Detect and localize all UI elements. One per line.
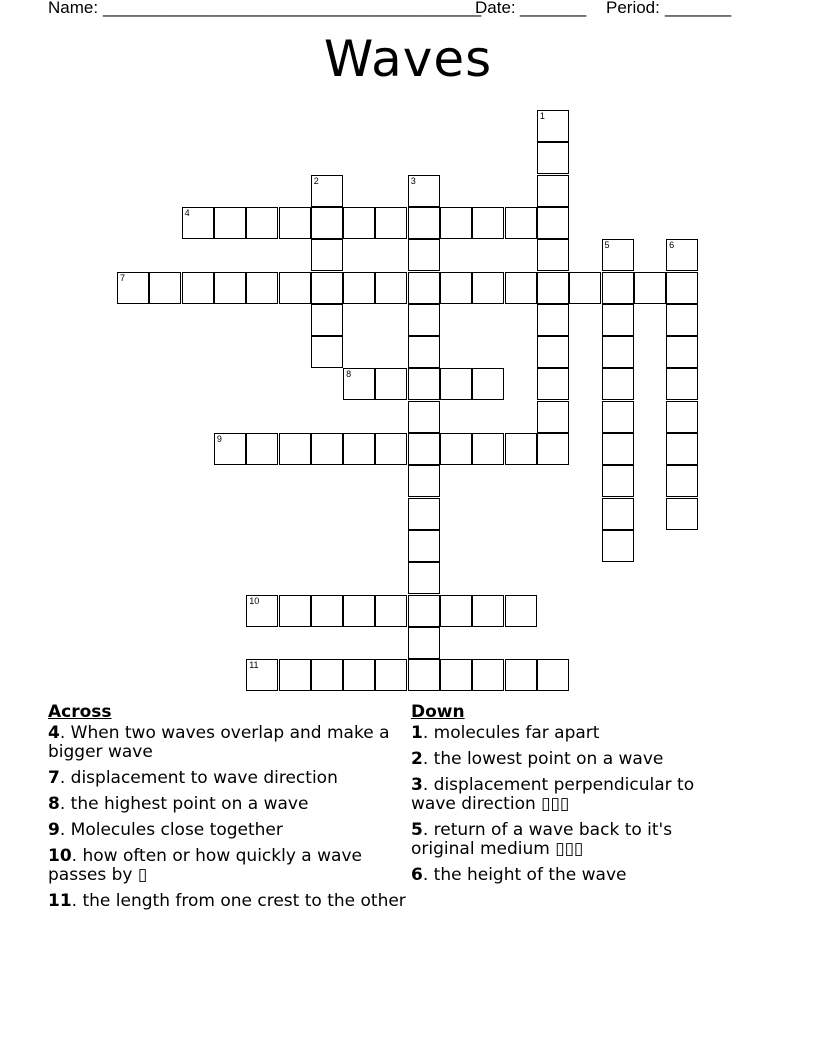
crossword-cell[interactable] [311, 239, 343, 271]
clue-down-1: 1. molecules far apart [411, 723, 600, 743]
date-line[interactable]: _______ [520, 0, 587, 17]
crossword-cell[interactable] [375, 433, 407, 465]
clue-number: 7 [48, 768, 60, 788]
page-title: Waves [323, 30, 493, 88]
crossword-cell[interactable] [311, 336, 343, 368]
clue-number: 5 [411, 820, 423, 840]
crossword-cell[interactable] [214, 433, 246, 465]
clue-down-2: 2. the lowest point on a wave [411, 749, 664, 769]
crossword-cell[interactable] [182, 272, 214, 304]
clue-text: the length from one crest to the other [82, 891, 406, 911]
clue-text: displacement to wave direction [70, 768, 338, 788]
clue-text: displacement perpendicular to wave direction ▯▯▯ [411, 775, 695, 814]
crossword-cell[interactable] [537, 272, 569, 304]
crossword-cell[interactable] [666, 272, 698, 304]
crossword-cell[interactable] [472, 595, 504, 627]
crossword-cell[interactable] [408, 433, 440, 465]
cell-number: 7 [120, 272, 126, 283]
crossword-cell[interactable] [666, 304, 698, 336]
crossword-cell[interactable] [537, 207, 569, 239]
clue-across-8: 8. the highest point on a wave [48, 794, 309, 814]
crossword-cell[interactable] [408, 175, 440, 207]
crossword-cell[interactable] [214, 207, 246, 239]
crossword-cell[interactable] [440, 659, 472, 691]
crossword-cell[interactable] [666, 498, 698, 530]
crossword-cell[interactable] [182, 207, 214, 239]
crossword-cell[interactable] [311, 304, 343, 336]
crossword-cell[interactable] [246, 595, 278, 627]
crossword-cell[interactable] [537, 304, 569, 336]
crossword-cell[interactable] [311, 659, 343, 691]
crossword-cell[interactable] [375, 272, 407, 304]
name-line[interactable]: ________________________________________ [103, 0, 482, 17]
cell-number: 4 [184, 207, 190, 218]
crossword-cell[interactable] [472, 659, 504, 691]
cell-number: 9 [216, 434, 222, 444]
cell-number: 2 [313, 175, 319, 186]
clue-text: how often or how quickly a wave passes by ▯ [48, 846, 362, 885]
crossword-cell[interactable] [375, 207, 407, 239]
clue-text: return of a wave back to it's original medium ▯▯▯ [411, 820, 673, 859]
crossword-cell[interactable] [602, 239, 634, 271]
crossword-cell[interactable] [666, 368, 698, 400]
crossword-cell[interactable] [279, 207, 311, 239]
crossword-cell[interactable] [246, 433, 278, 465]
crossword-cell[interactable] [343, 595, 375, 627]
crossword-cell[interactable] [537, 433, 569, 465]
crossword-cell[interactable] [602, 433, 634, 465]
clue-down-5: 5. return of a wave back to it's original medium ▯▯▯ [411, 820, 673, 859]
clue-number: 10 [48, 846, 72, 866]
crossword-cell[interactable] [602, 530, 634, 562]
cell-number: 3 [410, 175, 416, 186]
across-heading: Across [48, 702, 112, 722]
crossword-cell[interactable] [408, 272, 440, 304]
period-line[interactable]: _______ [665, 0, 732, 17]
clue-across-11: 11. the length from one crest to the other [48, 891, 406, 911]
crossword-cell[interactable] [505, 595, 537, 627]
crossword-cell[interactable] [375, 659, 407, 691]
crossword-cell[interactable] [537, 401, 569, 433]
crossword-cell[interactable] [279, 272, 311, 304]
crossword-cell[interactable] [537, 336, 569, 368]
crossword-cell[interactable] [408, 659, 440, 691]
crossword-cell[interactable] [408, 627, 440, 659]
crossword-cell[interactable] [537, 368, 569, 400]
crossword-cell[interactable] [214, 272, 246, 304]
crossword-cell[interactable] [505, 207, 537, 239]
crossword-cell[interactable] [537, 110, 569, 142]
crossword-cell[interactable] [343, 368, 375, 400]
cell-number: 11 [249, 660, 259, 671]
crossword-cell[interactable] [666, 336, 698, 368]
crossword-cell[interactable] [311, 175, 343, 207]
crossword-cell[interactable] [279, 659, 311, 691]
crossword-cell[interactable] [440, 595, 472, 627]
crossword-cell[interactable] [408, 530, 440, 562]
clue-across-10: 10. how often or how quickly a wave passes by ▯ [48, 846, 362, 885]
crossword-cell[interactable] [472, 433, 504, 465]
crossword-cell[interactable] [440, 272, 472, 304]
crossword-cell[interactable] [537, 142, 569, 174]
crossword-cell[interactable] [375, 368, 407, 400]
crossword-cell[interactable] [472, 368, 504, 400]
cell-number: 10 [249, 595, 260, 606]
crossword-cell[interactable] [440, 207, 472, 239]
clue-number: 2 [411, 749, 423, 769]
clue-text: Molecules close together [70, 820, 283, 840]
crossword-cell[interactable] [343, 659, 375, 691]
across-clues [48, 702, 408, 918]
crossword-cell[interactable] [375, 595, 407, 627]
crossword-cell[interactable] [408, 336, 440, 368]
crossword-cell[interactable] [408, 239, 440, 271]
clue-number: 8 [48, 794, 60, 814]
clue-down-3: 3. displacement perpendicular to wave direction ▯▯▯ [411, 775, 695, 814]
crossword-cell[interactable] [311, 272, 343, 304]
crossword-cell[interactable] [666, 433, 698, 465]
clue-number: 6 [411, 865, 423, 885]
clue-across-4: 4. When two waves overlap and make a bigger wave [48, 723, 390, 762]
crossword-cell[interactable] [537, 239, 569, 271]
crossword-cell[interactable] [408, 401, 440, 433]
crossword-cell[interactable] [505, 659, 537, 691]
crossword-cell[interactable] [537, 659, 569, 691]
crossword-cell[interactable] [472, 272, 504, 304]
clue-text: When two waves overlap and make a bigger wave [48, 723, 390, 762]
crossword-cell[interactable] [602, 465, 634, 497]
crossword-cell[interactable] [602, 304, 634, 336]
crossword-cell[interactable] [408, 595, 440, 627]
clue-text: the highest point on a wave [70, 794, 309, 814]
clue-text: molecules far apart [433, 723, 600, 743]
crossword-cell[interactable] [505, 272, 537, 304]
crossword-cell[interactable] [311, 207, 343, 239]
crossword-cell[interactable] [537, 175, 569, 207]
crossword-cell[interactable] [246, 272, 278, 304]
crossword-cell[interactable] [602, 368, 634, 400]
crossword-cell[interactable] [246, 659, 278, 691]
crossword-cell[interactable] [408, 562, 440, 594]
crossword-cell[interactable] [666, 239, 698, 271]
name-label: Name: [48, 0, 99, 17]
date-label: Date: [475, 0, 516, 17]
crossword-cell[interactable] [408, 304, 440, 336]
crossword-cell[interactable] [279, 433, 311, 465]
crossword-cell[interactable] [634, 272, 666, 304]
crossword-cell[interactable] [569, 272, 601, 304]
crossword-cell[interactable] [311, 595, 343, 627]
clue-number: 4 [48, 723, 60, 743]
crossword-cell[interactable] [440, 433, 472, 465]
clue-text: the height of the wave [433, 865, 627, 885]
clue-text: the lowest point on a wave [433, 749, 664, 769]
clue-down-6: 6. the height of the wave [411, 865, 627, 885]
crossword-cell[interactable] [440, 368, 472, 400]
crossword-cell[interactable] [408, 498, 440, 530]
crossword-cell[interactable] [246, 207, 278, 239]
cell-number: 1 [539, 111, 545, 121]
crossword-cell[interactable] [117, 272, 149, 304]
down-heading: Down [411, 702, 465, 722]
cell-number: 6 [669, 240, 675, 251]
crossword-cell[interactable] [408, 207, 440, 239]
crossword-cell[interactable] [602, 498, 634, 530]
crossword-cell[interactable] [602, 272, 634, 304]
crossword-cell[interactable] [149, 272, 181, 304]
clue-number: 1 [411, 723, 423, 743]
clue-across-7: 7. displacement to wave direction [48, 768, 338, 788]
crossword-cell[interactable] [343, 207, 375, 239]
clue-number: 11 [48, 891, 72, 911]
clue-across-9: 9. Molecules close together [48, 820, 283, 840]
crossword-cell[interactable] [666, 401, 698, 433]
down-clues [411, 702, 741, 892]
crossword-cell[interactable] [279, 595, 311, 627]
crossword-cell[interactable] [666, 465, 698, 497]
clue-number: 3 [411, 775, 423, 795]
period-label: Period: [606, 0, 660, 17]
cell-number: 8 [346, 369, 352, 380]
crossword-cell[interactable] [472, 207, 504, 239]
crossword-cell[interactable] [343, 272, 375, 304]
crossword-cell[interactable] [602, 336, 634, 368]
cell-number: 5 [604, 240, 610, 251]
clue-number: 9 [48, 820, 60, 840]
crossword-cell[interactable] [602, 401, 634, 433]
crossword-cell[interactable] [505, 433, 537, 465]
crossword-cell[interactable] [408, 465, 440, 497]
crossword-cell[interactable] [311, 433, 343, 465]
crossword-cell[interactable] [408, 368, 440, 400]
crossword-cell[interactable] [343, 433, 375, 465]
